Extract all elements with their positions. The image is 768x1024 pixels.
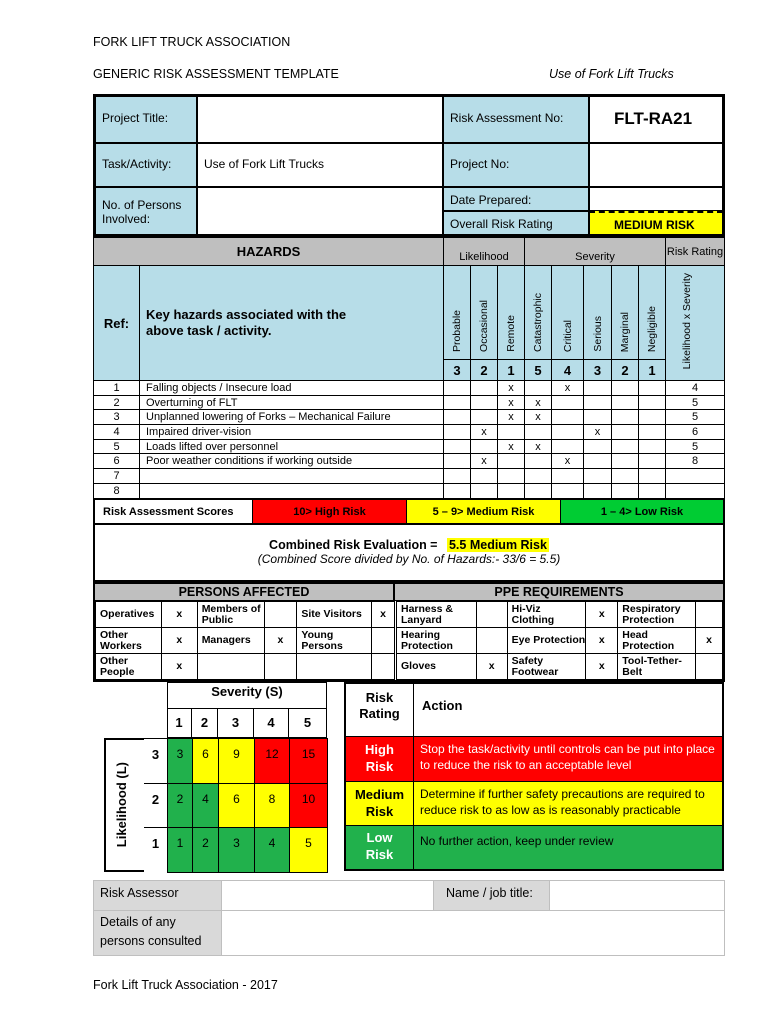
col-marginal: Marginal [619, 311, 631, 352]
matrix-cell: 5 [289, 827, 328, 873]
persons-label: Young Persons [297, 628, 372, 654]
ppe-mark [696, 602, 723, 628]
hazard-ref: 1 [94, 381, 140, 396]
name-job-field[interactable] [550, 881, 724, 911]
hazard-mark [444, 454, 471, 469]
hazard-mark [444, 439, 471, 454]
ppe-mark: x [476, 654, 507, 680]
action-high-text: Stop the task/activity until controls can be put into place to reduce the risk to an acceptable level [414, 737, 722, 782]
hazard-mark [639, 454, 666, 469]
hazard-mark [552, 425, 584, 440]
persons-table [95, 601, 395, 680]
ppe-label: Eye Protection [507, 628, 586, 654]
hazard-mark [525, 454, 552, 469]
matrix-severity-value: 5 [289, 708, 327, 738]
hazards-heading: HAZARDS [94, 238, 444, 266]
matrix-cell: 8 [254, 783, 290, 828]
hazard-text: Falling objects / Insecure load [140, 381, 444, 396]
matrix-cell: 10 [289, 783, 328, 828]
hazard-row [94, 410, 725, 425]
combined-note: (Combined Score divided by No. of Hazards:- 33/6 = 5.5) [257, 552, 561, 566]
persons-row [96, 654, 395, 680]
hazard-mark [525, 381, 552, 396]
matrix-cell: 6 [192, 738, 219, 784]
hazard-rating [666, 469, 725, 484]
assessor-label: Risk Assessor [94, 881, 222, 911]
persons-label [297, 654, 372, 680]
ppe-label: Tool-Tether-Belt [618, 654, 696, 680]
matrix-cell: 1 [167, 827, 193, 873]
hazard-mark [639, 425, 666, 440]
hazard-mark: x [498, 410, 525, 425]
hazard-text: Unplanned lowering of Forks – Mechanical Failure [140, 410, 444, 425]
ppe-label: Harness & Lanyard [397, 602, 477, 628]
hazard-mark [444, 469, 471, 484]
ref-heading: Ref: [94, 266, 140, 381]
hazard-mark [498, 483, 525, 498]
ppe-heading: PPE REQUIREMENTS [395, 584, 723, 601]
date-label: Date Prepared: [443, 187, 589, 211]
hazard-ref: 8 [94, 483, 140, 498]
hazard-rating: 4 [666, 381, 725, 396]
hazard-ref: 2 [94, 395, 140, 410]
action-medium-text: Determine if further safety precautions are required to reduce risk to as low as is reasonably practicable [414, 782, 722, 826]
persons-label: Operatives [96, 602, 162, 628]
hazard-mark [612, 410, 639, 425]
hazard-mark: x [584, 425, 612, 440]
ppe-mark [476, 602, 507, 628]
hazard-mark [525, 469, 552, 484]
risk-rating-heading: Risk Rating [666, 238, 725, 266]
col-remote: Remote [505, 315, 517, 352]
project-title-label: Project Title: [95, 96, 197, 143]
persons-heading: PERSONS AFFECTED [95, 584, 395, 601]
hazard-mark: x [498, 439, 525, 454]
info-block [93, 94, 725, 237]
hazard-mark [552, 439, 584, 454]
persons-label: Other People [96, 654, 162, 680]
hazard-mark [612, 381, 639, 396]
risk-scores-label: Risk Assessment Scores [95, 500, 253, 523]
hazard-ref: 3 [94, 410, 140, 425]
hazard-mark [552, 483, 584, 498]
ppe-row [397, 628, 723, 654]
ppe-mark: x [586, 654, 618, 680]
persons-mark: x [161, 628, 197, 654]
matrix-likelihood-value: 1 [144, 827, 167, 872]
hazard-mark [584, 439, 612, 454]
hazard-mark [444, 425, 471, 440]
assessor-field[interactable] [222, 881, 434, 911]
combined-evaluation [93, 525, 725, 582]
hazard-mark [612, 425, 639, 440]
hazard-mark [471, 439, 498, 454]
col-catastrophic: Catastrophic [532, 293, 544, 352]
score-serious: 3 [584, 360, 612, 381]
hazard-mark [444, 410, 471, 425]
hazard-row [94, 425, 725, 440]
hazard-rating: 5 [666, 439, 725, 454]
hazard-mark [639, 381, 666, 396]
hazard-mark [525, 483, 552, 498]
hazard-mark [639, 410, 666, 425]
overall-rating-value: MEDIUM RISK [589, 211, 723, 235]
hazard-rating: 5 [666, 410, 725, 425]
combined-label: Combined Risk Evaluation = [269, 538, 438, 552]
hazard-ref: 7 [94, 469, 140, 484]
hazard-mark [584, 469, 612, 484]
matrix-cell: 3 [218, 827, 255, 873]
hazard-row [94, 381, 725, 396]
score-probable: 3 [444, 360, 471, 381]
persons-mark [372, 654, 395, 680]
hazard-text: Poor weather conditions if working outside [140, 454, 444, 469]
hazard-ref: 5 [94, 439, 140, 454]
hazard-mark [498, 469, 525, 484]
score-medium: 5 – 9> Medium Risk [407, 500, 561, 523]
matrix-cell: 4 [192, 783, 219, 828]
hazard-mark: x [525, 395, 552, 410]
matrix-severity-value: 3 [218, 708, 254, 738]
persons-label [197, 654, 264, 680]
matrix-likelihood-value: 2 [144, 783, 167, 827]
hazard-text [140, 483, 444, 498]
hazard-mark [471, 395, 498, 410]
hazard-mark [471, 381, 498, 396]
matrix-cell: 9 [218, 738, 255, 784]
col-serious: Serious [591, 316, 604, 352]
hazard-mark [552, 410, 584, 425]
score-marginal: 2 [612, 360, 639, 381]
matrix-severity-value: 4 [254, 708, 289, 738]
hazard-row [94, 439, 725, 454]
project-no-field[interactable] [589, 143, 723, 187]
persons-mark: x [372, 602, 395, 628]
score-catastrophic: 5 [525, 360, 552, 381]
persons-mark [372, 628, 395, 654]
hazard-mark [444, 381, 471, 396]
ppe-label: Gloves [397, 654, 477, 680]
risk-matrix [104, 682, 328, 872]
action-high-label: High Risk [346, 737, 414, 782]
ppe-row [397, 654, 723, 680]
hazard-mark: x [498, 395, 525, 410]
hazard-mark [612, 483, 639, 498]
hazard-rating: 5 [666, 395, 725, 410]
combined-value: 5.5 Medium Risk [448, 538, 547, 552]
hazard-row [94, 454, 725, 469]
hazard-mark: x [552, 454, 584, 469]
hazard-mark [584, 395, 612, 410]
action-heading: Action [414, 684, 722, 737]
score-remote: 1 [498, 360, 525, 381]
hazard-mark [612, 454, 639, 469]
col-critical: Critical [561, 319, 574, 352]
hazard-row [94, 483, 725, 498]
ppe-row [397, 602, 723, 628]
ra-number-label: Risk Assessment No: [443, 96, 589, 143]
project-no-label: Project No: [443, 143, 589, 187]
action-low-label: Low Risk [346, 826, 414, 869]
matrix-severity-value: 2 [192, 708, 218, 738]
ppe-mark [696, 654, 723, 680]
document-subject: Use of Fork Lift Trucks [549, 67, 674, 81]
ppe-label: Hi-Viz Clothing [507, 602, 586, 628]
hazard-mark [471, 483, 498, 498]
action-rr-heading: Risk Rating [346, 684, 414, 737]
ppe-mark: x [586, 602, 618, 628]
hazard-text: Overturning of FLT [140, 395, 444, 410]
hazard-ref: 4 [94, 425, 140, 440]
consulted-label: Details of any persons consulted [94, 911, 222, 955]
ppe-label: Hearing Protection [397, 628, 477, 654]
hazard-mark [498, 454, 525, 469]
hazard-mark: x [552, 381, 584, 396]
persons-ppe-block [93, 582, 725, 682]
persons-label: No. of Persons Involved: [95, 187, 197, 235]
hazard-mark [612, 439, 639, 454]
hazard-mark [612, 395, 639, 410]
hazard-mark [584, 454, 612, 469]
action-medium-label: Medium Risk [346, 782, 414, 826]
hazards-table [93, 237, 725, 499]
hazard-mark [525, 425, 552, 440]
hazard-row [94, 395, 725, 410]
persons-row [96, 602, 395, 628]
severity-heading: Severity [525, 238, 666, 266]
ppe-mark [476, 628, 507, 654]
ra-number-value: FLT-RA21 [589, 96, 723, 143]
hazard-mark [584, 410, 612, 425]
hazard-mark [639, 395, 666, 410]
project-title-field[interactable] [197, 96, 443, 143]
ppe-table [396, 601, 723, 680]
assessor-block [93, 880, 725, 956]
hazard-rating: 8 [666, 454, 725, 469]
persons-mark: x [161, 602, 197, 628]
matrix-cell: 2 [192, 827, 219, 873]
matrix-likelihood-label: Likelihood (L) [114, 762, 129, 848]
hazard-mark: x [525, 439, 552, 454]
matrix-likelihood-value: 3 [144, 738, 167, 783]
hazard-ref: 6 [94, 454, 140, 469]
persons-label: Other Workers [96, 628, 162, 654]
risk-scores-bar [93, 498, 725, 525]
task-value: Use of Fork Lift Trucks [197, 143, 443, 187]
hazard-mark [552, 395, 584, 410]
matrix-severity-label: Severity (S) [167, 682, 327, 708]
hazard-mark [639, 469, 666, 484]
score-negligible: 1 [639, 360, 666, 381]
col-likelihood-x-severity: Likelihood x Severity [681, 273, 693, 370]
hazard-rating: 6 [666, 425, 725, 440]
task-label: Task/Activity: [95, 143, 197, 187]
date-field[interactable] [589, 187, 723, 211]
key-hazards-heading: Key hazards associated with the above task / activity. [140, 266, 444, 381]
matrix-cell: 4 [254, 827, 290, 873]
hazard-mark [584, 381, 612, 396]
score-occasional: 2 [471, 360, 498, 381]
org-name: FORK LIFT TRUCK ASSOCIATION [93, 35, 291, 49]
matrix-cell: 2 [167, 783, 193, 828]
matrix-cell: 12 [254, 738, 290, 784]
hazard-mark [471, 410, 498, 425]
score-low: 1 – 4> Low Risk [561, 500, 723, 523]
ppe-label: Respiratory Protection [618, 602, 696, 628]
persons-mark: x [161, 654, 197, 680]
hazard-mark [639, 483, 666, 498]
consulted-field[interactable] [222, 911, 724, 955]
col-probable: Probable [451, 309, 463, 352]
likelihood-heading: Likelihood [444, 238, 525, 266]
ppe-mark: x [586, 628, 618, 654]
hazard-mark: x [525, 410, 552, 425]
col-occasional: Occasional [478, 300, 490, 352]
ppe-label: Safety Footwear [507, 654, 586, 680]
hazard-text: Loads lifted over personnel [140, 439, 444, 454]
score-high: 10> High Risk [253, 500, 407, 523]
hazard-mark [444, 395, 471, 410]
hazard-mark [584, 483, 612, 498]
hazard-mark [498, 425, 525, 440]
hazard-mark [612, 469, 639, 484]
action-low-text: No further action, keep under review [414, 826, 722, 869]
hazard-rating [666, 483, 725, 498]
persons-mark [264, 654, 297, 680]
matrix-cell: 6 [218, 783, 255, 828]
name-job-label: Name / job title: [434, 881, 550, 911]
matrix-severity-value: 1 [167, 708, 192, 738]
matrix-cell: 3 [167, 738, 193, 784]
matrix-cell: 15 [289, 738, 328, 784]
hazard-text: Impaired driver-vision [140, 425, 444, 440]
hazard-mark [639, 439, 666, 454]
footer-text: Fork Lift Truck Association - 2017 [93, 978, 278, 992]
hazard-mark: x [471, 425, 498, 440]
persons-mark: x [264, 628, 297, 654]
hazard-mark [444, 483, 471, 498]
persons-label: Managers [197, 628, 264, 654]
hazard-mark: x [471, 454, 498, 469]
hazard-text [140, 469, 444, 484]
ppe-label: Head Protection [618, 628, 696, 654]
persons-mark [264, 602, 297, 628]
score-critical: 4 [552, 360, 584, 381]
persons-row [96, 628, 395, 654]
persons-label: Members of Public [197, 602, 264, 628]
col-negligible: Negligible [646, 305, 658, 352]
hazard-mark: x [498, 381, 525, 396]
hazard-mark [471, 469, 498, 484]
hazard-mark [552, 469, 584, 484]
persons-label: Site Visitors [297, 602, 372, 628]
overall-rating-label: Overall Risk Rating [443, 211, 589, 235]
action-table [344, 682, 724, 871]
document-title: GENERIC RISK ASSESSMENT TEMPLATE [93, 67, 339, 81]
hazard-row [94, 469, 725, 484]
persons-field[interactable] [197, 187, 443, 235]
ppe-mark: x [696, 628, 723, 654]
